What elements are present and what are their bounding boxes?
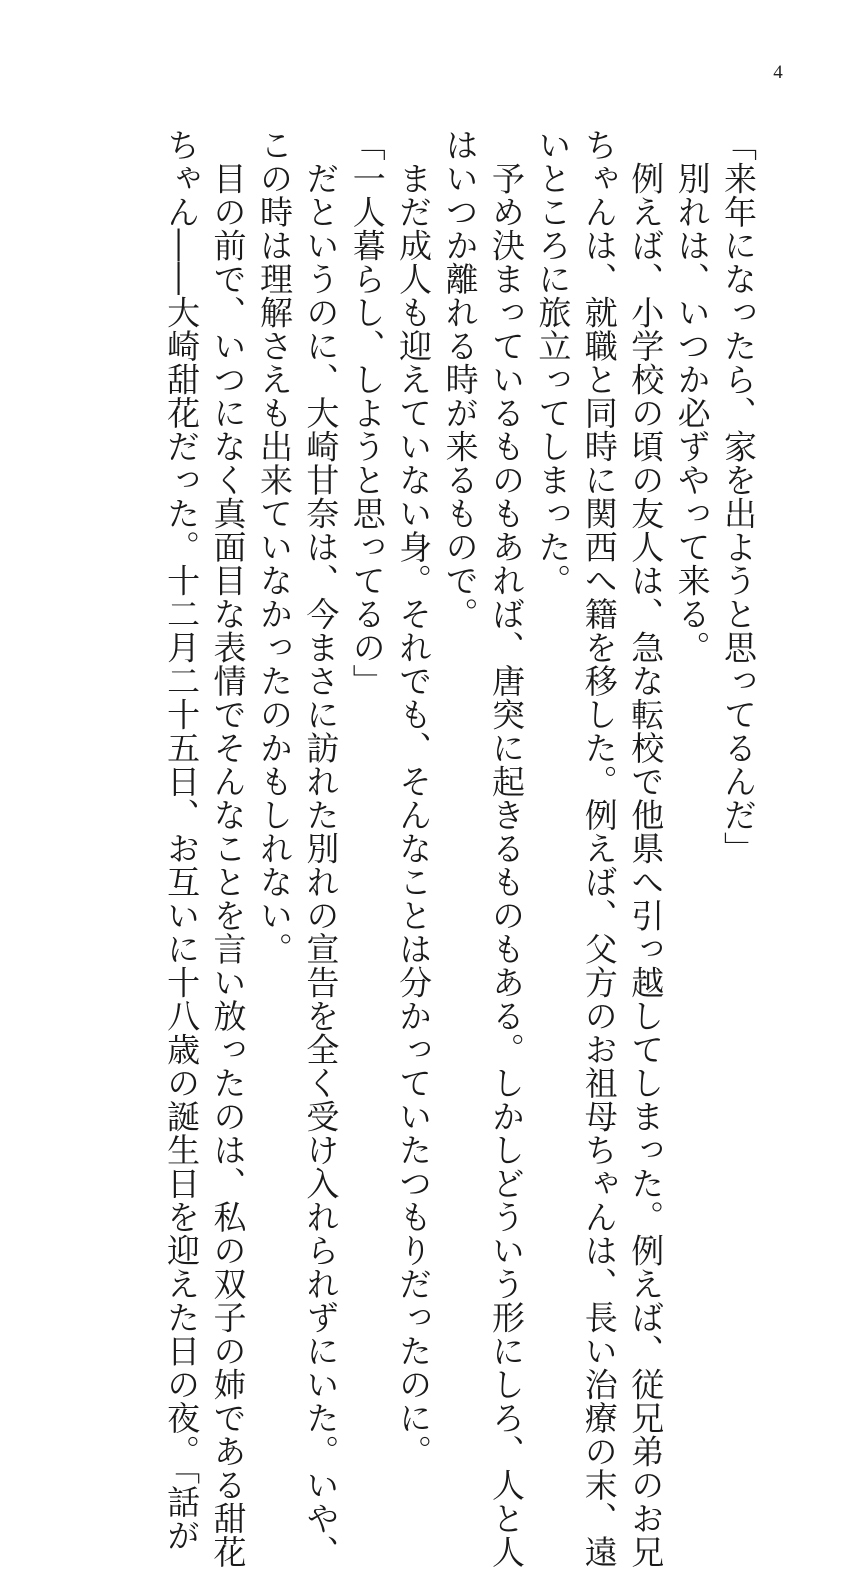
text-line-12: 目の前で、いつになく真面目な表情でそんなことを言い放ったのは、私の双子の姉である甜花	[208, 128, 248, 1569]
page-number: 4	[773, 62, 783, 83]
text-line-11: この時は理解さえも出来ていなかったのかもしれない。	[254, 128, 294, 966]
text-line-10: だというのに、大崎甘奈は、今まさに訪れた別れの宣告を全く受け入れられずにいた。いや、	[301, 128, 341, 1569]
text-line-13: ちゃん――大崎甜花だった。十二月二十五日、お互いに十八歳の誕生日を迎えた日の夜。「話が	[162, 128, 202, 1552]
text-line-8: まだ成人も迎えていない身。それでも、そんなことは分かっていたつもりだったのに。	[394, 128, 434, 1468]
text-line-2: 別れは、いつか必ずやって来る。	[672, 128, 712, 664]
text-line-5: いところに旅立ってしまった。	[533, 128, 573, 597]
text-line-6: 予め決まっているものもあれば、唐突に起きるものもある。しかしどういう形にしろ、人と人	[486, 128, 526, 1569]
text-line-3: 例えば、小学校の頃の友人は、急な転校で他県へ引っ越してしまった。例えば、従兄弟のお兄	[626, 128, 666, 1569]
text-line-1: 「来年になったら、家を出ようと思ってるんだ」	[719, 128, 758, 865]
text-line-9: 「一人暮らし、しようと思ってるの」	[347, 128, 387, 698]
text-line-4: ちゃんは、就職と同時に関西へ籍を移した。例えば、父方のお祖母ちゃんは、長い治療の末、遠	[579, 128, 619, 1569]
text-line-7: はいつか離れる時が来るもので。	[440, 128, 480, 631]
body-text	[158, 128, 761, 1569]
